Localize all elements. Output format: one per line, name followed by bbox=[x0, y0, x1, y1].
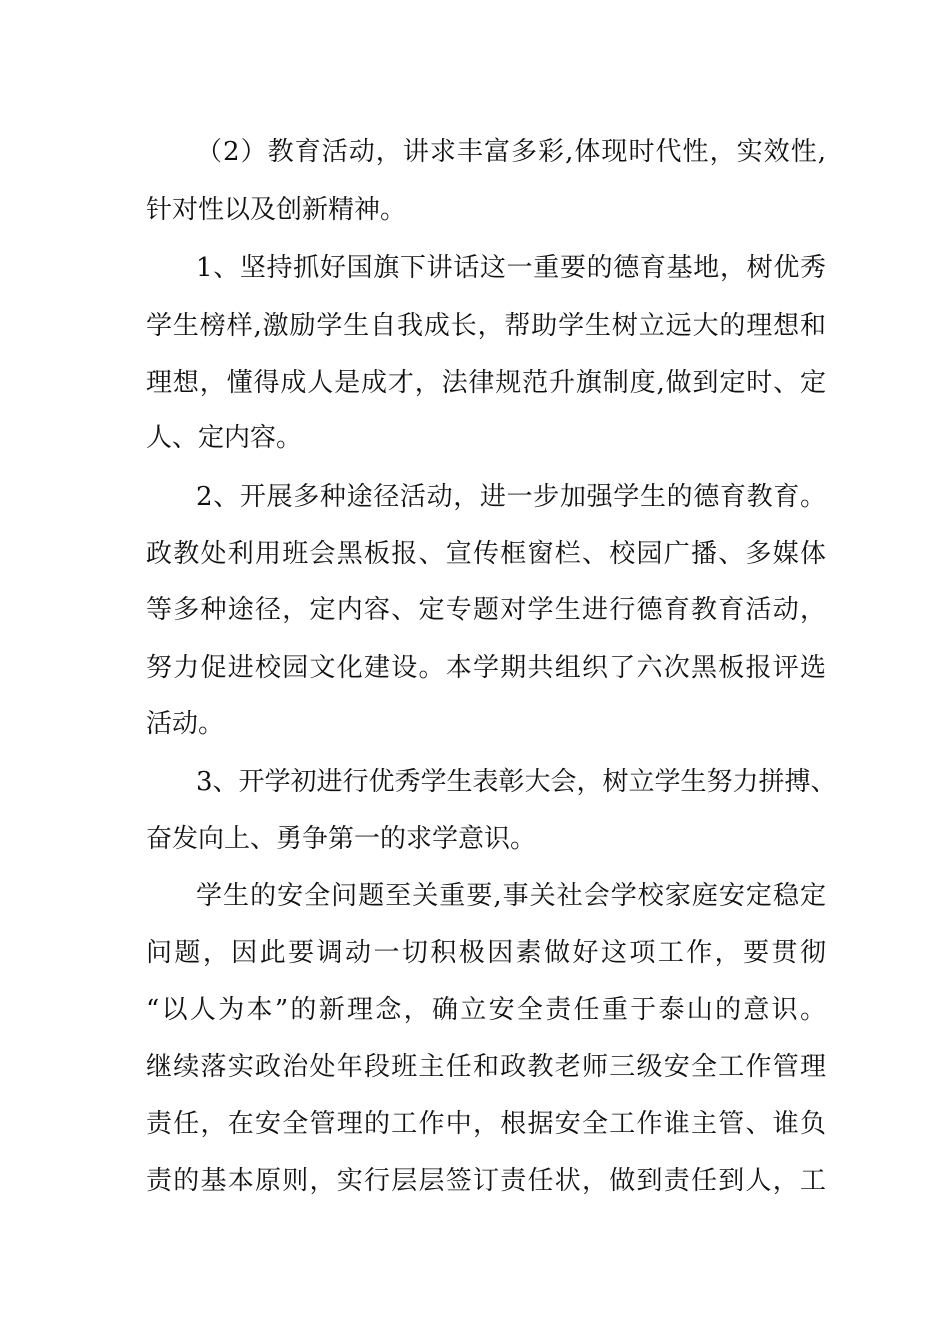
paragraph-line: 继续落实政治处年段班主任和政教老师三级安全工作管理 bbox=[146, 1052, 826, 1082]
paragraph-line: 政教处利用班会黑板报、宣传框窗栏、校园广播、多媒体 bbox=[146, 539, 826, 569]
paragraph-line: 问题，因此要调动一切积极因素做好这项工作，要贯彻 bbox=[146, 938, 826, 968]
paragraph-line: 人、定内容。 bbox=[146, 423, 303, 453]
paragraph-line: 责的基本原则，实行层层签订责任状，做到责任到人，工 bbox=[146, 1166, 826, 1196]
paragraph-line: 责任，在安全管理的工作中，根据安全工作谁主管、谁负 bbox=[146, 1109, 826, 1139]
paragraph-line: 2、开展多种途径活动，进一步加强学生的德育教育。 bbox=[196, 482, 826, 512]
paragraph-line: 理想，懂得成人是成才，法律规范升旗制度,做到定时、定 bbox=[146, 368, 826, 398]
paragraph-line: 1、坚持抓好国旗下讲话这一重要的德育基地，树优秀 bbox=[196, 253, 826, 283]
paragraph-line: 努力促进校园文化建设。本学期共组织了六次黑板报评选 bbox=[146, 653, 826, 683]
paragraph-line: 学生榜样,激励学生自我成长，帮助学生树立远大的理想和 bbox=[146, 311, 826, 341]
paragraph-line: “以人为本”的新理念，确立安全责任重于泰山的意识。 bbox=[146, 995, 826, 1025]
paragraph-line: 等多种途径，定内容、定专题对学生进行德育教育活动， bbox=[146, 595, 826, 625]
paragraph-line: 活动。 bbox=[146, 709, 225, 739]
paragraph-line: 奋发向上、勇争第一的求学意识。 bbox=[146, 824, 537, 854]
paragraph-line: 针对性以及创新精神。 bbox=[146, 195, 407, 225]
paragraph-line: （2）教育活动，讲求丰富多彩,体现时代性，实效性, bbox=[196, 137, 826, 167]
paragraph-line: 3、开学初进行优秀学生表彰大会，树立学生努力拼搏、 bbox=[196, 767, 837, 797]
paragraph-line: 学生的安全问题至关重要,事关社会学校家庭安定稳定 bbox=[196, 881, 826, 911]
